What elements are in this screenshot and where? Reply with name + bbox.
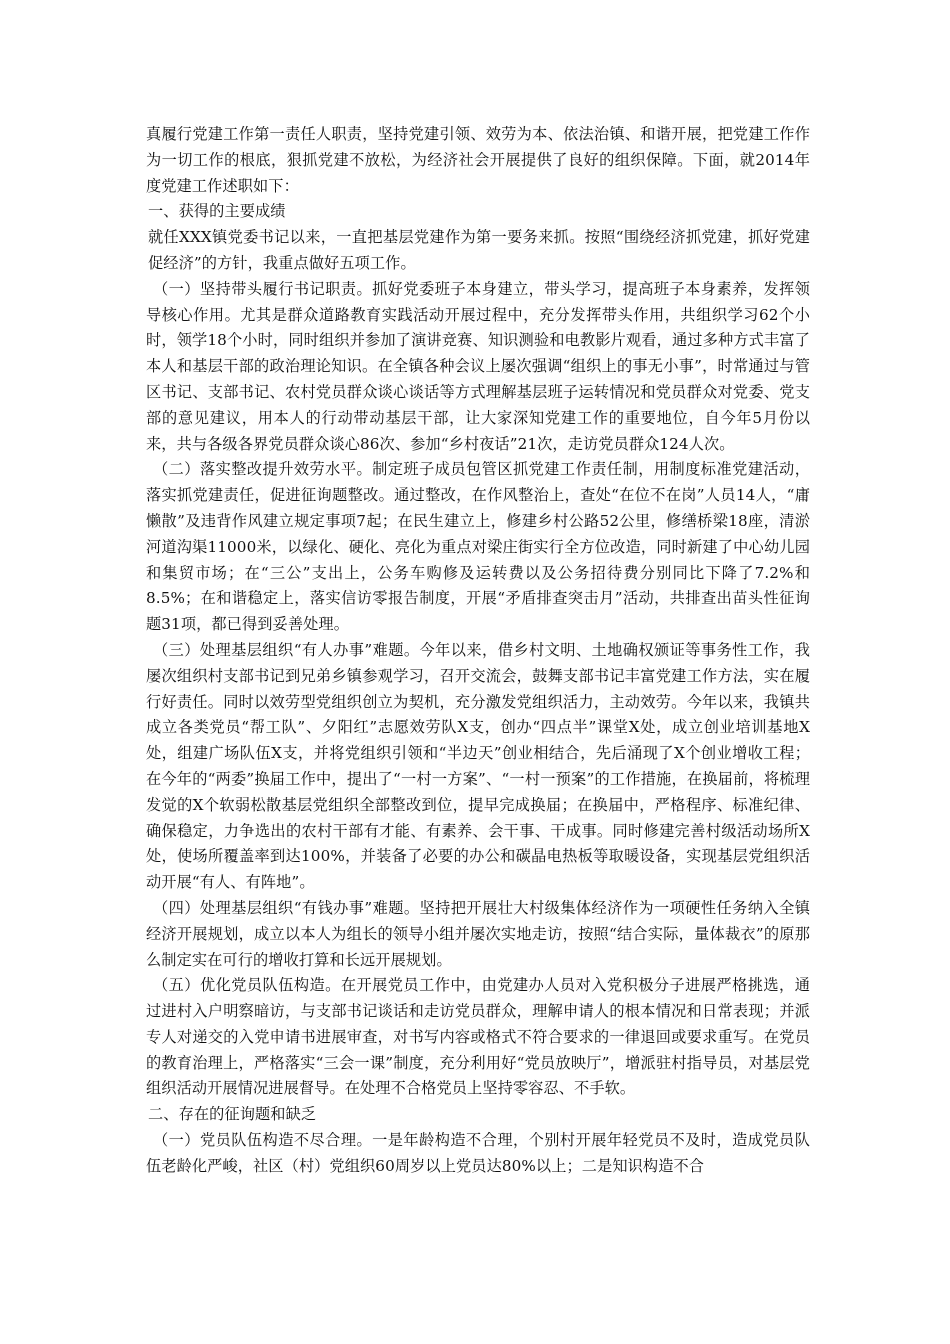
paragraph-item-5: （五）优化党员队伍构造。在开展党员工作中，由党建办人员对入党积极分子进展严格挑选，通过进村入户明察暗访，与支部书记谈话和走访党员群众，理解申请人的根本情况和日常表现；并派专人对递交的入党申请书进展审查，对书写内容或格式不符合要求的一律退回或要求重写。在党员的教育治理上，严格落实“三会一课”制度，充分利用好“党员放映厅”，增派驻村指导员，对基层党组织活动开展情况进展督导。在处理不合格党员上坚持零容忍、不手软。 <box>146 976 810 1098</box>
paragraph-item-1: （一）坚持带头履行书记职责。抓好党委班子本身建立，带头学习，提高班子本身素养，发挥领导核心作用。尤其是群众道路教育实践活动开展过程中，充分发挥带头作用，共组织学习62个小时，领学18个小时，同时组织并参加了演讲竞赛、知识测验和电教影片观看，通过多种方式丰富了本人和基层干部的政治理论知识。在全镇各种会议上屡次强调“组织上的事无小事”，时常通过与管区书记、支部书记、农村党员群众谈心谈话等方式理解基层班子运转情况和党员群众对党委、党支部的意见建议，用本人的行动带动基层干部，让大家深知党建工作的重要地位，自今年5月份以来，共与各级各界党员群众谈心86次、参加“乡村夜话”21次，走访党员群众124人次。 <box>146 279 810 453</box>
paragraph-item-2: （二）落实整改提升效劳水平。制定班子成员包管区抓党建工作责任制，用制度标准党建活动，落实抓党建责任，促进征询题整改。通过整改，在作风整治上，查处“在位不在岗”人员14人，“庸懒散”及违背作风建立规定事项7起；在民生建立上，修建乡村公路52公里，修缮桥梁18座，清淤河道沟渠11000米，以绿化、硬化、亮化为重点对梁庄街实行全方位改造，同时新建了中心幼儿园和集贸市场；在“三公”支出上，公务车购修及运转费以及公务招待费分别同比下降了7.2%和8.5%；在和谐稳定上，落实信访零报告制度，开展“矛盾排查突击月”活动，共排查出苗头性征询题31项，都已得到妥善处理。 <box>146 460 810 634</box>
paragraph-item-3: （三）处理基层组织“有人办事”难题。今年以来，借乡村文明、土地确权颁证等事务性工作，我屡次组织村支部书记到兄弟乡镇参观学习，召开交流会，鼓舞支部书记丰富党建工作方法，实在履行好责任。同时以效劳型党组织创立为契机，充分激发党组织活力，主动效劳。今年以来，我镇共成立各类党员“帮工队”、夕阳红”志愿效劳队X支，创办“四点半”课堂X处，成立创业培训基地X处，组建广场队伍X支，并将党组织引领和“半边天”创业相结合，先后涌现了X个创业增收工程；在今年的“两委”换届工作中，提出了“一村一方案”、“一村一预案”的工作措施，在换届前，将梳理发觉的X个软弱松散基层党组织全部整改到位，提早完成换届；在换届中，严格程序、标准纪律、确保稳定，力争选出的农村干部有才能、有素养、会干事、干成事。同时修建完善村级活动场所X处，使场所覆盖率到达100%，并装备了必要的办公和碳晶电热板等取暖设备，实现基层党组织活动开展“有人、有阵地”。 <box>146 640 810 892</box>
section-heading-problems: 二、存在的征询题和缺乏 <box>148 1105 317 1124</box>
paragraph-item-4: （四）处理基层组织“有钱办事”难题。坚持把开展壮大村级集体经济作为一项硬性任务纳入全镇经济开展规划，成立以本人为组长的领导小组并屡次实地走访，按照“结合实际，量体裁衣”的原那么制定实在可行的增收打算和长远开展规划。 <box>146 898 810 969</box>
section-heading-achievements: 一、获得的主要成绩 <box>148 202 286 221</box>
document-body <box>146 122 810 1180</box>
paragraph-problem-1: （一）党员队伍构造不尽合理。一是年龄构造不合理，个别村开展年轻党员不及时，造成党员队伍老龄化严峻，社区（村）党组织60周岁以上党员达80%以上；二是知识构造不合 <box>146 1131 810 1175</box>
paragraph-achievements-lead: 就任XXX镇党委书记以来，一直把基层党建作为第一要务来抓。按照“围绕经济抓党建，抓好党建促经济”的方针，我重点做好五项工作。 <box>148 228 810 272</box>
paragraph-intro: 真履行党建工作第一责任人职责，坚持党建引领、效劳为本、依法治镇、和谐开展，把党建工作作为一切工作的根底，狠抓党建不放松，为经济社会开展提供了良好的组织保障。下面，就2014年度党建工作述职如下： <box>146 125 810 195</box>
